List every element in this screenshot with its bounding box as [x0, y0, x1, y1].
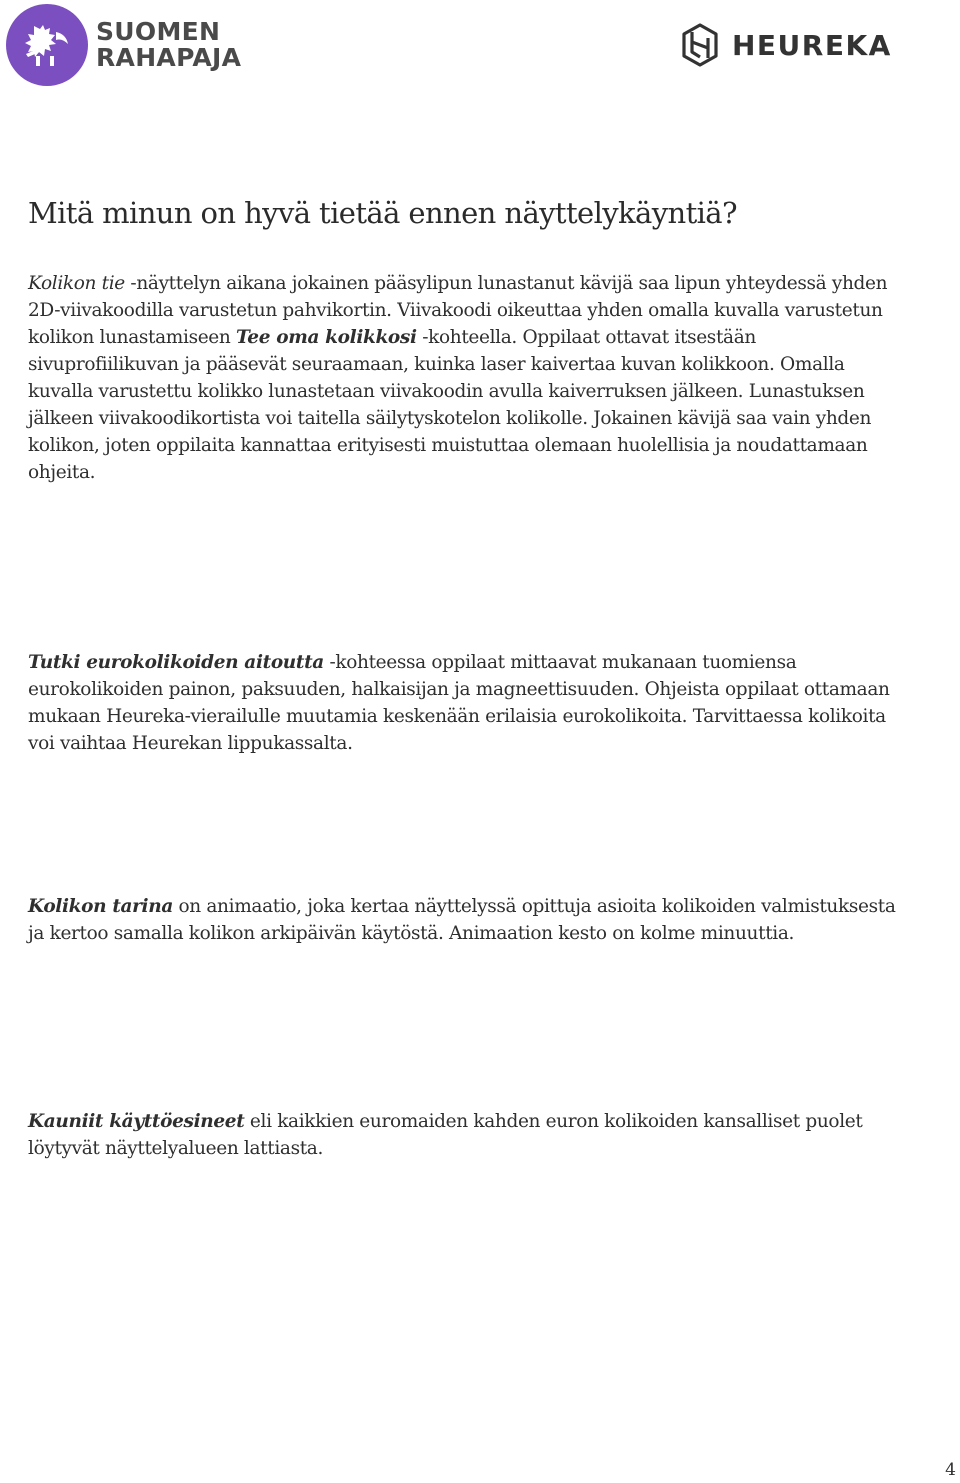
heureka-logo — [680, 22, 892, 68]
paragraph-text: -näyttelyn aikana jokainen pääsylipun lunastanut kävijä saa lipun yhteydessä yhden 2D-viivakoodilla varustetun pahvikortin. Viivakoodi oikeuttaa yhden omalla kuvalla varustetun kolikon lunastamiseen — [28, 273, 888, 348]
logo-line-1: SUOMEN — [96, 17, 221, 46]
paragraph-text: on animaatio, joka kertaa näyttelyssä opittuja asioita kolikoiden valmistuksesta ja kertoo samalla kolikon arkipäivän käytöstä. Animaation kesto on kolme minuuttia. — [28, 896, 896, 944]
paragraph-tutki-eurokolikoiden-aitoutta — [28, 649, 908, 757]
paragraph-kauniit-kayttoesineet — [28, 1108, 908, 1162]
highlight-kauniit-kayttoesineet: Kauniit käyttöesineet — [28, 1111, 245, 1132]
page-title: Mitä minun on hyvä tietää ennen näyttelykäyntiä? — [28, 196, 737, 230]
heureka-wordmark: HEUREKA — [732, 28, 892, 62]
lion-icon — [6, 4, 88, 86]
paragraph-kolikon-tarina — [28, 893, 908, 947]
paragraph-kolikon-tie — [28, 270, 908, 486]
paragraph-text: -kohteessa oppilaat mittaavat mukanaan tuomiensa eurokolikoiden painon, paksuuden, halkaisijan ja magneettisuuden. Ohjeista oppilaat ottamaan mukaan Heureka-vierailulle muutamia keskenään erilaisia eurokolikoita. Tarvittaessa kolikoita voi vaihtaa Heurekan lippukassalta. — [28, 652, 890, 754]
page-number: 4 — [945, 1460, 956, 1480]
suomen-rahapaja-wordmark — [96, 19, 241, 71]
highlight-tutki-eurokolikoiden-aitoutta: Tutki eurokolikoiden aitoutta — [28, 652, 324, 673]
heureka-mark-icon — [680, 22, 720, 68]
paragraph-text: -kohteella. Oppilaat ottavat itsestään sivuprofiilikuvan ja pääsevät seuraamaan, kuinka laser kaivertaa kuvan kolikkoon. Omalla kuvalla varustettu kolikko lunastetaan viivakoodin avulla kaiverruksen jälkeen. Lunastuksen jälkeen viivakoodikortista voi taitella säilytyskotelon kolikolle. Jokainen kävijä saa vain yhden kolikon, joten oppilaita kannattaa erityisesti muistuttaa olemaan huolellisia ja noudattamaan ohjeita. — [28, 327, 872, 483]
exhibition-name: Kolikon tie — [28, 273, 125, 294]
suomen-rahapaja-logo — [6, 4, 241, 86]
highlight-kolikon-tarina: Kolikon tarina — [28, 896, 173, 917]
paragraph-text: eli kaikkien euromaiden kahden euron kolikoiden kansalliset puolet löytyvät näyttelyalueen lattiasta. — [28, 1111, 863, 1159]
highlight-tee-oma-kolikkosi: Tee oma kolikkosi — [236, 327, 417, 348]
logo-line-2: RAHAPAJA — [96, 43, 242, 72]
